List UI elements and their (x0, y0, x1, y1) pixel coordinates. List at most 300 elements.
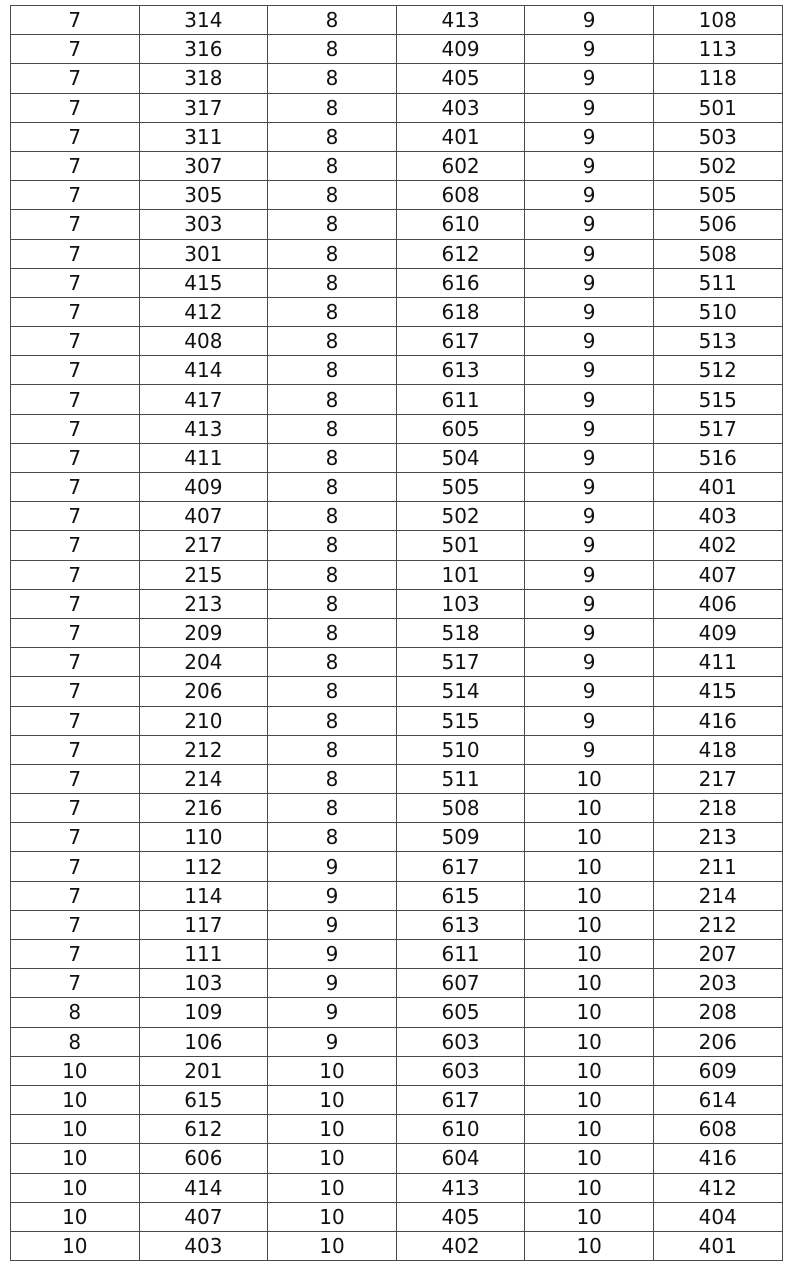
table-cell: 515 (396, 706, 525, 735)
table-cell: 506 (653, 210, 782, 239)
table-cell: 513 (653, 327, 782, 356)
table-cell: 7 (11, 414, 140, 443)
table-cell: 214 (139, 764, 268, 793)
table-cell: 608 (653, 1115, 782, 1144)
table-cell: 515 (653, 385, 782, 414)
table-row (11, 677, 783, 706)
table-cell: 216 (139, 794, 268, 823)
table-cell: 7 (11, 122, 140, 151)
table-cell: 8 (268, 794, 397, 823)
table-cell: 7 (11, 35, 140, 64)
table-cell: 8 (268, 618, 397, 647)
table-row (11, 64, 783, 93)
table-cell: 117 (139, 910, 268, 939)
table-row (11, 6, 783, 35)
table-cell: 10 (11, 1056, 140, 1085)
table-cell: 318 (139, 64, 268, 93)
table-cell: 201 (139, 1056, 268, 1085)
table-cell: 8 (268, 268, 397, 297)
table-cell: 415 (653, 677, 782, 706)
data-table-container (10, 5, 783, 1261)
table-cell: 9 (525, 6, 654, 35)
table-cell: 314 (139, 6, 268, 35)
table-row (11, 940, 783, 969)
table-cell: 8 (268, 327, 397, 356)
table-cell: 9 (525, 268, 654, 297)
table-cell: 8 (268, 356, 397, 385)
table-row (11, 735, 783, 764)
table-cell: 7 (11, 385, 140, 414)
table-cell: 411 (653, 648, 782, 677)
table-cell: 9 (525, 151, 654, 180)
table-cell: 606 (139, 1144, 268, 1173)
table-cell: 103 (139, 969, 268, 998)
table-row (11, 327, 783, 356)
table-cell: 609 (653, 1056, 782, 1085)
table-cell: 611 (396, 940, 525, 969)
table-cell: 618 (396, 297, 525, 326)
table-cell: 607 (396, 969, 525, 998)
table-cell: 109 (139, 998, 268, 1027)
table-cell: 518 (396, 618, 525, 647)
table-cell: 7 (11, 735, 140, 764)
table-cell: 402 (396, 1231, 525, 1260)
table-cell: 8 (268, 502, 397, 531)
table-cell: 7 (11, 473, 140, 502)
table-cell: 10 (525, 998, 654, 1027)
table-row (11, 151, 783, 180)
table-cell: 8 (268, 764, 397, 793)
table-cell: 612 (396, 239, 525, 268)
table-cell: 9 (525, 618, 654, 647)
table-row (11, 560, 783, 589)
table-cell: 505 (653, 181, 782, 210)
table-cell: 8 (268, 35, 397, 64)
table-row (11, 618, 783, 647)
table-cell: 7 (11, 910, 140, 939)
table-cell: 103 (396, 589, 525, 618)
table-cell: 10 (268, 1115, 397, 1144)
table-cell: 615 (396, 881, 525, 910)
table-cell: 211 (653, 852, 782, 881)
table-cell: 510 (653, 297, 782, 326)
table-cell: 411 (139, 443, 268, 472)
table-cell: 617 (396, 852, 525, 881)
table-cell: 7 (11, 6, 140, 35)
table-cell: 8 (268, 531, 397, 560)
table-cell: 8 (268, 473, 397, 502)
table-cell: 613 (396, 910, 525, 939)
table-cell: 7 (11, 297, 140, 326)
table-row (11, 239, 783, 268)
table-cell: 9 (525, 356, 654, 385)
table-row (11, 210, 783, 239)
table-cell: 407 (139, 502, 268, 531)
table-cell: 110 (139, 823, 268, 852)
table-cell: 8 (268, 414, 397, 443)
table-cell: 10 (525, 1115, 654, 1144)
table-cell: 106 (139, 1027, 268, 1056)
table-cell: 8 (268, 93, 397, 122)
table-cell: 418 (653, 735, 782, 764)
table-cell: 508 (653, 239, 782, 268)
table-cell: 206 (139, 677, 268, 706)
table-cell: 9 (525, 473, 654, 502)
table-cell: 9 (525, 239, 654, 268)
table-cell: 9 (525, 560, 654, 589)
table-cell: 401 (396, 122, 525, 151)
table-cell: 608 (396, 181, 525, 210)
table-cell: 7 (11, 677, 140, 706)
table-cell: 113 (653, 35, 782, 64)
table-row (11, 443, 783, 472)
table-cell: 9 (268, 910, 397, 939)
table-cell: 603 (396, 1056, 525, 1085)
table-cell: 101 (396, 560, 525, 589)
table-cell: 9 (525, 502, 654, 531)
table-cell: 10 (525, 1202, 654, 1231)
table-row (11, 531, 783, 560)
table-cell: 203 (653, 969, 782, 998)
table-cell: 412 (653, 1173, 782, 1202)
table-cell: 8 (268, 181, 397, 210)
table-cell: 8 (268, 560, 397, 589)
table-cell: 204 (139, 648, 268, 677)
table-row (11, 706, 783, 735)
table-cell: 502 (396, 502, 525, 531)
table-cell: 617 (396, 327, 525, 356)
table-row (11, 910, 783, 939)
table-cell: 10 (268, 1173, 397, 1202)
table-cell: 9 (525, 64, 654, 93)
table-row (11, 589, 783, 618)
table-cell: 8 (268, 151, 397, 180)
table-cell: 10 (525, 969, 654, 998)
table-cell: 8 (268, 443, 397, 472)
table-cell: 9 (525, 210, 654, 239)
table-cell: 614 (653, 1085, 782, 1114)
table-cell: 10 (525, 881, 654, 910)
table-cell: 605 (396, 414, 525, 443)
table-cell: 405 (396, 1202, 525, 1231)
table-cell: 10 (11, 1115, 140, 1144)
table-row (11, 998, 783, 1027)
table-cell: 605 (396, 998, 525, 1027)
table-cell: 10 (525, 1027, 654, 1056)
table-cell: 9 (525, 385, 654, 414)
table-cell: 9 (268, 998, 397, 1027)
table-cell: 10 (268, 1144, 397, 1173)
table-cell: 10 (525, 1085, 654, 1114)
table-cell: 509 (396, 823, 525, 852)
table-cell: 7 (11, 969, 140, 998)
table-cell: 616 (396, 268, 525, 297)
table-cell: 111 (139, 940, 268, 969)
table-cell: 209 (139, 618, 268, 647)
table-cell: 617 (396, 1085, 525, 1114)
table-cell: 403 (653, 502, 782, 531)
table-row (11, 268, 783, 297)
table-cell: 8 (268, 706, 397, 735)
table-cell: 213 (653, 823, 782, 852)
table-cell: 10 (11, 1231, 140, 1260)
table-cell: 10 (525, 1173, 654, 1202)
table-cell: 7 (11, 589, 140, 618)
table-cell: 7 (11, 648, 140, 677)
table-row (11, 414, 783, 443)
table-cell: 212 (139, 735, 268, 764)
table-cell: 406 (653, 589, 782, 618)
table-cell: 207 (653, 940, 782, 969)
table-cell: 405 (396, 64, 525, 93)
table-cell: 217 (139, 531, 268, 560)
table-cell: 10 (525, 823, 654, 852)
table-cell: 404 (653, 1202, 782, 1231)
table-cell: 9 (268, 1027, 397, 1056)
table-cell: 9 (525, 327, 654, 356)
table-cell: 412 (139, 297, 268, 326)
table-cell: 402 (653, 531, 782, 560)
table-cell: 210 (139, 706, 268, 735)
table-cell: 602 (396, 151, 525, 180)
table-cell: 208 (653, 998, 782, 1027)
table-row (11, 823, 783, 852)
table-row (11, 1027, 783, 1056)
table-cell: 610 (396, 210, 525, 239)
table-cell: 10 (11, 1202, 140, 1231)
table-cell: 217 (653, 764, 782, 793)
table-cell: 501 (653, 93, 782, 122)
table-cell: 114 (139, 881, 268, 910)
table-row (11, 1231, 783, 1260)
table-cell: 10 (525, 764, 654, 793)
table-cell: 10 (525, 1056, 654, 1085)
table-cell: 8 (268, 122, 397, 151)
table-cell: 8 (268, 823, 397, 852)
table-cell: 8 (268, 648, 397, 677)
table-cell: 206 (653, 1027, 782, 1056)
table-cell: 8 (268, 210, 397, 239)
table-cell: 613 (396, 356, 525, 385)
table-cell: 510 (396, 735, 525, 764)
table-cell: 9 (525, 735, 654, 764)
table-cell: 10 (268, 1056, 397, 1085)
table-row (11, 93, 783, 122)
table-row (11, 1115, 783, 1144)
table-cell: 408 (139, 327, 268, 356)
table-cell: 7 (11, 64, 140, 93)
table-cell: 8 (268, 589, 397, 618)
table-cell: 9 (525, 297, 654, 326)
table-row (11, 969, 783, 998)
table-cell: 508 (396, 794, 525, 823)
table-cell: 516 (653, 443, 782, 472)
table-cell: 511 (653, 268, 782, 297)
table-row (11, 1202, 783, 1231)
table-cell: 9 (525, 677, 654, 706)
table-cell: 7 (11, 823, 140, 852)
table-cell: 512 (653, 356, 782, 385)
table-cell: 218 (653, 794, 782, 823)
table-cell: 7 (11, 151, 140, 180)
table-row (11, 1085, 783, 1114)
table-cell: 409 (139, 473, 268, 502)
table-cell: 213 (139, 589, 268, 618)
table-cell: 10 (11, 1173, 140, 1202)
table-cell: 10 (525, 852, 654, 881)
table-row (11, 648, 783, 677)
table-row (11, 122, 783, 151)
table-cell: 517 (653, 414, 782, 443)
table-cell: 10 (11, 1144, 140, 1173)
table-cell: 414 (139, 356, 268, 385)
table-cell: 9 (525, 531, 654, 560)
table-cell: 401 (653, 473, 782, 502)
table-cell: 9 (525, 181, 654, 210)
table-cell: 9 (268, 881, 397, 910)
table-row (11, 1056, 783, 1085)
table-cell: 9 (268, 940, 397, 969)
table-cell: 413 (396, 6, 525, 35)
table-row (11, 473, 783, 502)
table-cell: 7 (11, 268, 140, 297)
table-cell: 311 (139, 122, 268, 151)
table-cell: 7 (11, 618, 140, 647)
table-row (11, 385, 783, 414)
table-cell: 611 (396, 385, 525, 414)
table-cell: 7 (11, 794, 140, 823)
table-cell: 8 (268, 677, 397, 706)
table-row (11, 764, 783, 793)
table-cell: 7 (11, 531, 140, 560)
table-cell: 414 (139, 1173, 268, 1202)
table-cell: 403 (396, 93, 525, 122)
table-cell: 401 (653, 1231, 782, 1260)
table-row (11, 35, 783, 64)
table-cell: 108 (653, 6, 782, 35)
table-cell: 8 (268, 735, 397, 764)
table-cell: 403 (139, 1231, 268, 1260)
table-cell: 7 (11, 356, 140, 385)
table-row (11, 297, 783, 326)
table-cell: 415 (139, 268, 268, 297)
table-cell: 8 (11, 998, 140, 1027)
table-row (11, 1144, 783, 1173)
table-cell: 214 (653, 881, 782, 910)
table-cell: 7 (11, 560, 140, 589)
table-cell: 8 (268, 239, 397, 268)
table-cell: 10 (268, 1202, 397, 1231)
table-cell: 7 (11, 239, 140, 268)
table-cell: 303 (139, 210, 268, 239)
table-cell: 9 (268, 969, 397, 998)
table-cell: 503 (653, 122, 782, 151)
table-cell: 604 (396, 1144, 525, 1173)
table-cell: 407 (139, 1202, 268, 1231)
table-cell: 8 (11, 1027, 140, 1056)
table-cell: 502 (653, 151, 782, 180)
table-body (11, 6, 783, 1261)
table-cell: 413 (139, 414, 268, 443)
table-cell: 9 (525, 589, 654, 618)
table-cell: 7 (11, 706, 140, 735)
table-cell: 7 (11, 443, 140, 472)
table-cell: 7 (11, 502, 140, 531)
table-cell: 215 (139, 560, 268, 589)
table-cell: 9 (525, 414, 654, 443)
table-cell: 8 (268, 385, 397, 414)
table-cell: 8 (268, 297, 397, 326)
table-cell: 9 (268, 852, 397, 881)
table-cell: 7 (11, 181, 140, 210)
table-cell: 7 (11, 764, 140, 793)
table-cell: 7 (11, 881, 140, 910)
table-row (11, 881, 783, 910)
table-cell: 8 (268, 6, 397, 35)
table-cell: 10 (268, 1231, 397, 1260)
table-cell: 10 (525, 910, 654, 939)
table-cell: 10 (525, 1231, 654, 1260)
table-cell: 7 (11, 852, 140, 881)
table-cell: 10 (525, 940, 654, 969)
table-cell: 9 (525, 443, 654, 472)
table-cell: 316 (139, 35, 268, 64)
table-cell: 9 (525, 648, 654, 677)
table-cell: 7 (11, 940, 140, 969)
table-cell: 305 (139, 181, 268, 210)
table-cell: 407 (653, 560, 782, 589)
table-cell: 8 (268, 64, 397, 93)
table-cell: 307 (139, 151, 268, 180)
table-cell: 9 (525, 122, 654, 151)
table-row (11, 1173, 783, 1202)
table-cell: 416 (653, 1144, 782, 1173)
table-cell: 511 (396, 764, 525, 793)
table-cell: 413 (396, 1173, 525, 1202)
data-table (10, 5, 783, 1261)
table-cell: 212 (653, 910, 782, 939)
table-cell: 118 (653, 64, 782, 93)
table-row (11, 502, 783, 531)
table-cell: 7 (11, 93, 140, 122)
table-cell: 514 (396, 677, 525, 706)
table-cell: 10 (525, 1144, 654, 1173)
table-cell: 10 (525, 794, 654, 823)
table-cell: 7 (11, 210, 140, 239)
table-cell: 409 (396, 35, 525, 64)
table-cell: 9 (525, 706, 654, 735)
table-cell: 504 (396, 443, 525, 472)
table-cell: 603 (396, 1027, 525, 1056)
table-cell: 9 (525, 35, 654, 64)
table-cell: 615 (139, 1085, 268, 1114)
table-cell: 301 (139, 239, 268, 268)
table-cell: 612 (139, 1115, 268, 1144)
table-cell: 7 (11, 327, 140, 356)
table-cell: 317 (139, 93, 268, 122)
table-cell: 610 (396, 1115, 525, 1144)
table-cell: 10 (11, 1085, 140, 1114)
table-row (11, 356, 783, 385)
table-cell: 416 (653, 706, 782, 735)
table-cell: 409 (653, 618, 782, 647)
table-cell: 9 (525, 93, 654, 122)
table-cell: 112 (139, 852, 268, 881)
table-cell: 517 (396, 648, 525, 677)
table-cell: 501 (396, 531, 525, 560)
table-row (11, 181, 783, 210)
table-cell: 505 (396, 473, 525, 502)
